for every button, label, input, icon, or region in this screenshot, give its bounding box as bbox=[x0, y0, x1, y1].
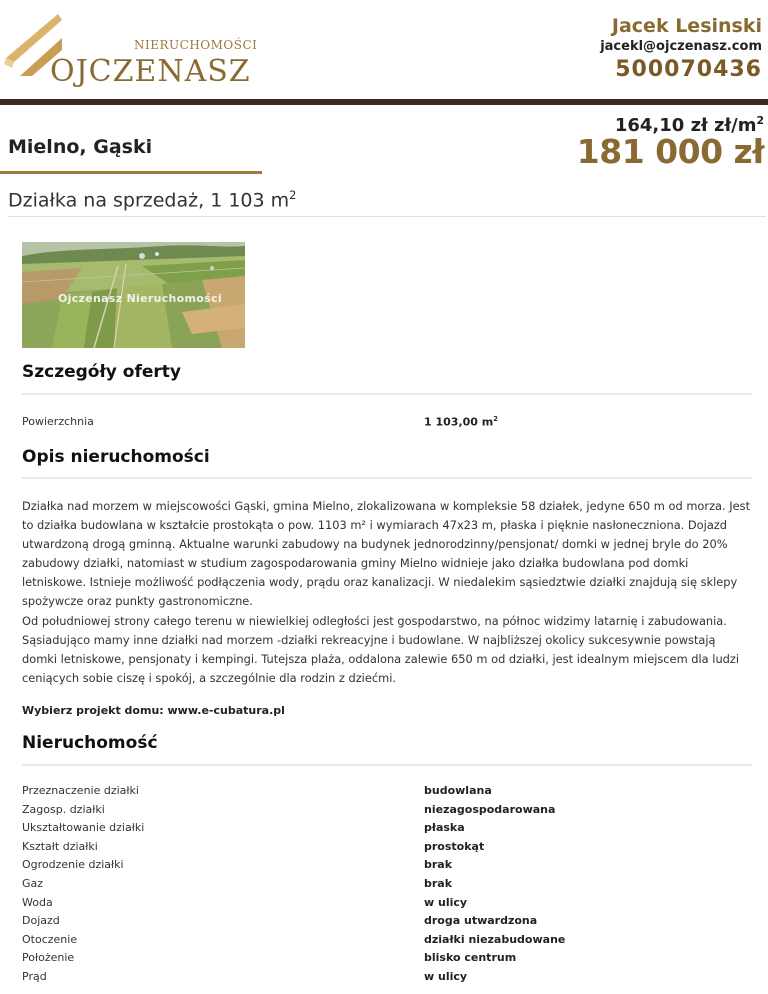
details-divider bbox=[22, 393, 752, 395]
property-value: prostokąt bbox=[424, 839, 485, 853]
property-label: Przeznaczenie działki bbox=[22, 784, 139, 797]
listing-photo[interactable] bbox=[22, 242, 245, 348]
subtitle-divider bbox=[8, 216, 766, 217]
property-value: działki niezabudowane bbox=[424, 932, 566, 946]
property-row bbox=[0, 894, 768, 913]
property-value: brak bbox=[424, 858, 453, 872]
area-value-sup: 2 bbox=[493, 415, 498, 423]
property-row bbox=[0, 931, 768, 950]
property-row bbox=[0, 912, 768, 931]
description-divider bbox=[22, 477, 752, 479]
property-row bbox=[0, 819, 768, 838]
property-row bbox=[0, 968, 768, 987]
property-row bbox=[0, 949, 768, 968]
property-value: w ulicy bbox=[424, 895, 468, 909]
property-row bbox=[0, 856, 768, 875]
property-attributes-list bbox=[0, 782, 768, 987]
property-value: budowlana bbox=[424, 784, 492, 797]
property-label: Woda bbox=[22, 895, 53, 909]
area-value bbox=[424, 415, 498, 429]
listing-subtitle-text: Działka na sprzedaż, 1 103 m bbox=[8, 189, 290, 212]
brand-logo[interactable] bbox=[0, 8, 260, 93]
description-paragraph-2: Od południowej strony całego terenu w niewielkiej odległości jest gospodarstwo, na północ widzimy latarnię i zabudowania. Sąsiadująco mamy inne działki nad morzem -działki rekreacyjne i budowlane. W najbliższej okolicy sukcesywnie powstają domki letniskowe, pensjonaty i kempingi. Tutejsza plaża, oddalona zalewie 650 m od działki, jest idealnym miejscem dla ludzi ceniących sobie ciszę i spokój, a szczególnie dla rodzin z dziećmi. bbox=[22, 614, 740, 685]
property-value: blisko centrum bbox=[424, 951, 517, 965]
property-divider bbox=[22, 764, 752, 766]
property-label: Otoczenie bbox=[22, 932, 78, 946]
property-value: płaska bbox=[424, 821, 465, 835]
area-value-text: 1 103,00 m bbox=[424, 415, 494, 429]
property-value: droga utwardzona bbox=[424, 914, 538, 928]
description-paragraph-1: Działka nad morzem w miejscowości Gąski, gmina Mielno, zlokalizowana w kompleksie 58 działek, jedyne 650 m od morza. Jest to działka budowlana w kształcie prostokąta o pow. 1103 m² i wymiarach 47x23 m, płaska i pięknie nasłoneczniona. Dojazd utwardzoną drogą gminną. Aktualne warunki zabudowy na budynek jednorodzinny/pensjonat/ domki w jednej bryle do 20% zabudowy działki, natomiast w studium zagospodarowania gminy Mielno widnieje jako działka budowlana pod domki letniskowe. Istnieje możliwość podłączenia wody, prądu oraz kanalizacji. W niedalekim sąsiedztwie działki znajdują się sklepy spożywcze oraz punkty gastronomiczne. bbox=[22, 499, 751, 608]
price-per-m2-sup: 2 bbox=[756, 114, 764, 127]
property-label: Dojazd bbox=[22, 914, 60, 928]
header-divider bbox=[0, 99, 768, 105]
description-heading: Opis nieruchomości bbox=[22, 447, 210, 467]
logo-name: OJCZENASZ bbox=[50, 54, 251, 89]
property-label: Położenie bbox=[22, 951, 75, 965]
property-label: Kształt działki bbox=[22, 839, 98, 853]
property-label: Prąd bbox=[22, 969, 47, 983]
listing-price: 181 000 zł bbox=[576, 132, 764, 171]
property-label: Ogrodzenie działki bbox=[22, 858, 124, 872]
location-underline bbox=[0, 171, 262, 174]
property-label: Ukształtowanie działki bbox=[22, 821, 145, 835]
listing-subtitle-sup: 2 bbox=[289, 188, 297, 202]
property-value: brak bbox=[424, 876, 453, 890]
property-row bbox=[0, 782, 768, 801]
agent-phone-link[interactable]: 500070436 bbox=[615, 57, 762, 82]
listing-location: Mielno, Gąski bbox=[8, 136, 153, 158]
property-row bbox=[0, 838, 768, 857]
page-header bbox=[0, 0, 768, 100]
property-label: Zagosp. działki bbox=[22, 802, 105, 816]
agent-name: Jacek Lesinski bbox=[611, 15, 762, 37]
logo-subtitle: NIERUCHOMOŚCI bbox=[134, 38, 258, 52]
property-row bbox=[0, 875, 768, 894]
property-value: w ulicy bbox=[424, 969, 468, 983]
details-heading: Szczegóły oferty bbox=[22, 362, 181, 382]
area-label: Powierzchnia bbox=[22, 415, 94, 428]
agent-contact bbox=[600, 14, 762, 84]
property-heading: Nieruchomość bbox=[22, 733, 158, 753]
agent-email-link[interactable]: jacekl@ojczenasz.com bbox=[600, 39, 762, 54]
price-per-m2-text: 164,10 zł zł/m bbox=[614, 115, 757, 136]
property-row bbox=[0, 801, 768, 820]
photo-watermark: Ojczenasz Nieruchomości bbox=[58, 292, 222, 305]
property-label: Gaz bbox=[22, 876, 44, 890]
listing-subtitle bbox=[8, 188, 296, 211]
project-link[interactable]: Wybierz projekt domu: www.e-cubatura.pl bbox=[22, 704, 285, 717]
property-value: niezagospodarowana bbox=[424, 802, 556, 816]
